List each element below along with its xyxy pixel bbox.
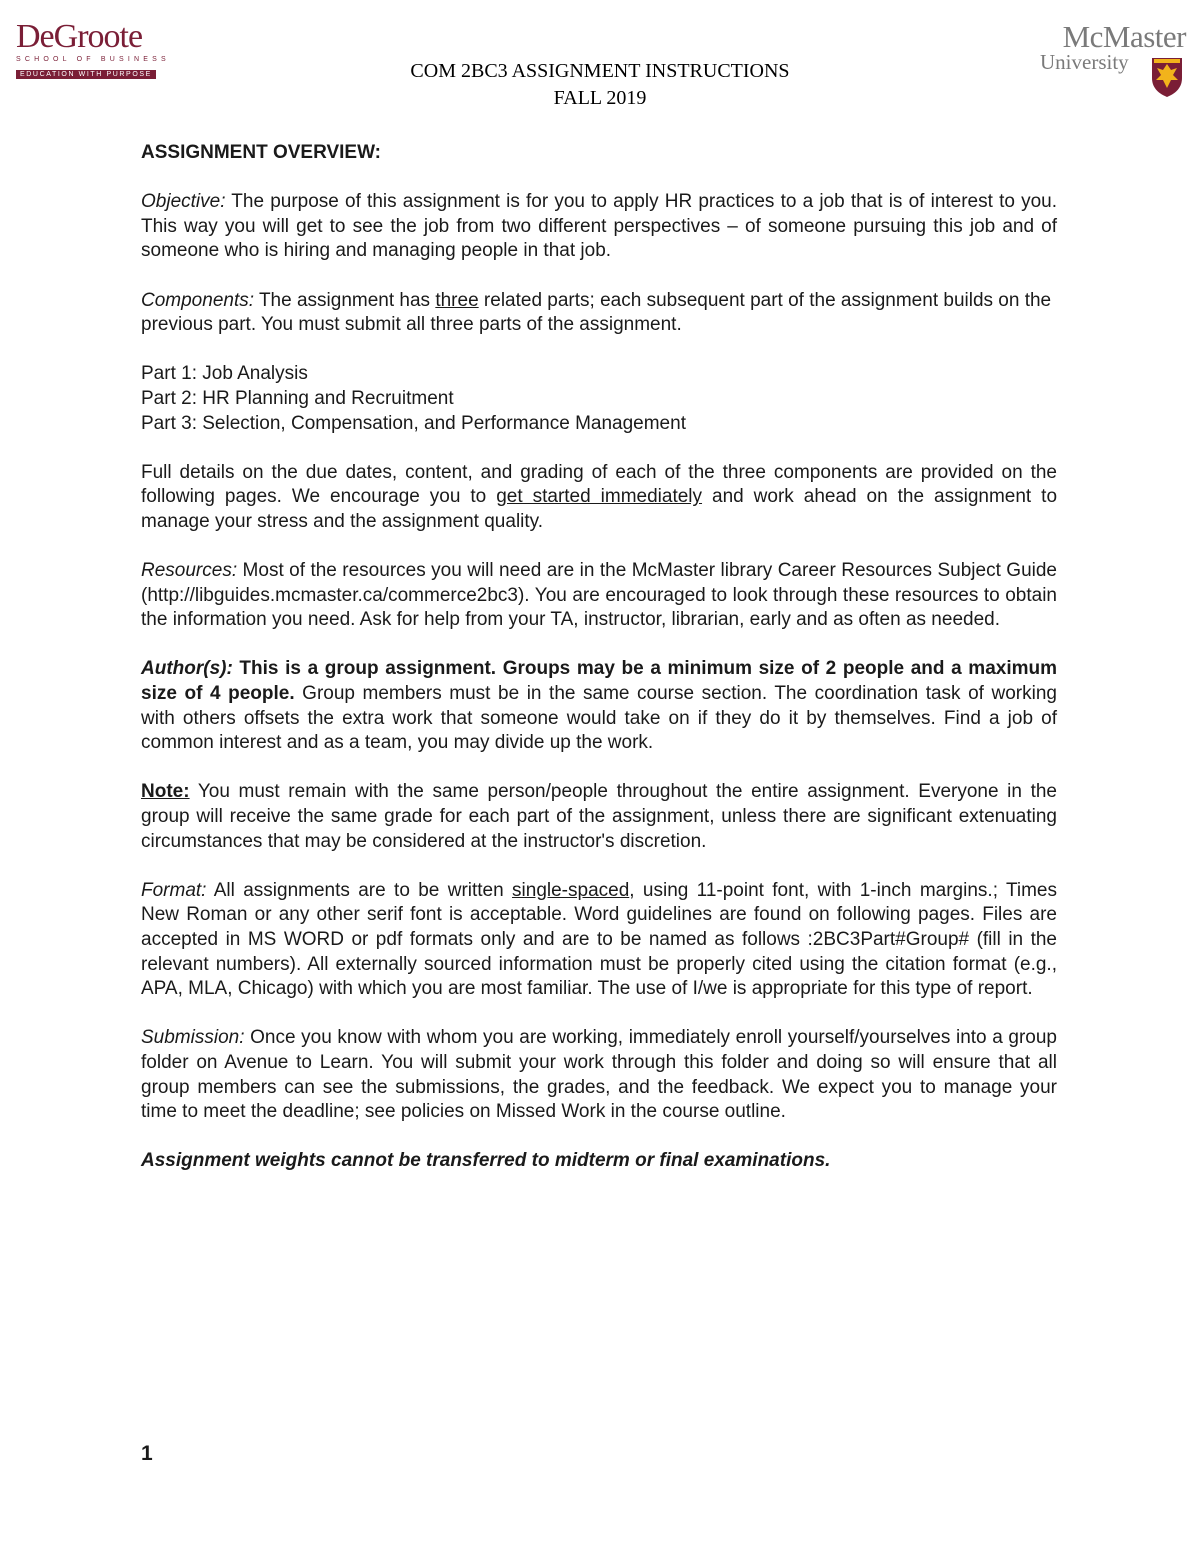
components-underlined: three (435, 289, 479, 311)
part-item: Part 1: Job Analysis (141, 363, 308, 385)
note-paragraph (141, 780, 1057, 854)
format-label: Format: (141, 879, 207, 901)
authors-bold-text: This is a group assignment. Groups may be a minimum size of 2 people and a maximum size of 4 people. (141, 658, 1057, 705)
objective-text: The purpose of this assignment is for you to apply HR practices to a job that is of interest to you. This way you will get to see the job from two different perspectives – of someone pursuing this job and of someone who is hiring and managing people in that job. (141, 191, 1057, 262)
components-label: Components: (141, 289, 255, 311)
note-text: You must remain with the same person/people throughout the entire assignment. Everyone in the group will receive the same grade for each part of the assignment, unless there are significant extenuating circumstances that may be considered at the instructor's discretion. (141, 781, 1057, 852)
resources-paragraph (141, 559, 1057, 633)
details-underlined: get started immediately (496, 486, 703, 508)
authors-label: Author(s): (141, 658, 233, 680)
document-term: FALL 2019 (553, 87, 647, 109)
submission-text: Once you know with whom you are working, immediately enroll yourself/yourselves into a group folder on Avenue to Learn. You will submit your work through this folder and doing so will ensure that all group members can see the submissions, the grades, and the feedback. We expect you to manage your time to meet the deadline; see policies on Missed Work in the course outline. (141, 1027, 1057, 1123)
part-item: Part 3: Selection, Compensation, and Performance Management (141, 412, 686, 434)
mcmaster-logo-name: McMaster (1062, 19, 1186, 54)
resources-text: Most of the resources you will need are in the McMaster library Career Resources Subject Guide (http://libguides.mcmaster.ca/commerce2bc3). You are encouraged to look through these resources to obtain the information you need. Ask for help from your TA, instructor, librarian, early and as often as needed. (141, 560, 1057, 631)
part-item: Part 2: HR Planning and Recruitment (141, 387, 454, 409)
submission-paragraph (141, 1026, 1057, 1124)
parts-list (141, 362, 1057, 436)
weights-note: Assignment weights cannot be transferred to midterm or final examinations. (141, 1150, 831, 1172)
details-text-after: and work ahead on the assignment to manage your stress and the assignment quality. (141, 486, 1058, 532)
page-number: 1 (141, 1442, 153, 1465)
objective-paragraph (141, 190, 1057, 264)
degroote-logo-tagline: EDUCATION WITH PURPOSE (16, 70, 156, 79)
components-paragraph (141, 289, 1057, 338)
document-body (141, 141, 1057, 1199)
format-text-after: , using 11-point font, with 1-inch margins.; Times New Roman or any other serif font is acceptable. Word guidelines are found on following pages. Files are accepted in MS WORD or pdf formats only and are to be named as follows :2BC3Part#Group# (fill in the relevant numbers). All externally sourced information must be properly cited using the citation format (e.g., APA, MLA, Chicago) with which you are most familiar. The use of I/we is appropriate for this type of report. (141, 879, 1057, 1000)
authors-paragraph (141, 657, 1057, 755)
resources-label: Resources: (141, 560, 238, 582)
format-underlined: single-spaced (512, 879, 630, 901)
components-text-before: The assignment has (254, 289, 436, 311)
details-paragraph (141, 461, 1057, 535)
mcmaster-logo-university: University (1040, 50, 1129, 74)
overview-heading: ASSIGNMENT OVERVIEW: (141, 142, 381, 163)
document-header (0, 58, 1200, 112)
components-text-after: related parts; each subsequent part of the assignment builds on the previous part. You must submit all three parts of the assignment. (141, 289, 1052, 336)
submission-label: Submission: (141, 1027, 245, 1049)
degroote-logo-school: SCHOOL OF BUSINESS (16, 56, 170, 63)
authors-text: Group members must be in the same course section. The coordination task of working with others offsets the extra work that someone would take on if they do it by themselves. Find a job of common interest and as a team, you may divide up the work. (141, 683, 1057, 754)
degroote-logo-wordmark: DeGroote (16, 18, 143, 55)
document-title: COM 2BC3 ASSIGNMENT INSTRUCTIONS (410, 60, 790, 82)
details-text-before: Full details on the due dates, content, and grading of each of the three components are provided on the following pages. We encourage you to (141, 461, 1057, 508)
format-paragraph (141, 879, 1057, 1002)
objective-label: Objective: (141, 191, 226, 213)
format-text-before: All assignments are to be written (206, 879, 513, 901)
note-label: Note: (141, 781, 190, 803)
